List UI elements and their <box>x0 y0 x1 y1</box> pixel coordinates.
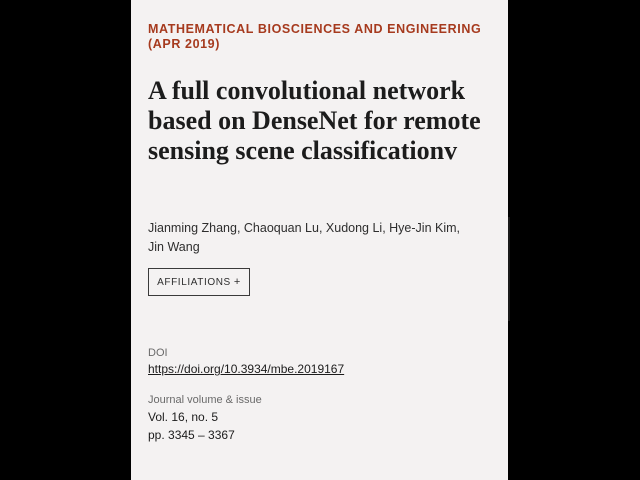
page-range: pp. 3345 – 3367 <box>148 428 235 442</box>
doi-label: DOI <box>148 347 168 359</box>
journal-name: MATHEMATICAL BIOSCIENCES AND ENGINEERING (APR 2019) <box>148 22 482 51</box>
plus-icon: + <box>233 276 241 288</box>
scrollbar-edge <box>508 217 510 321</box>
article-card <box>131 0 508 480</box>
article-title: A full convolutional network based on DenseNet for remote sensing scene classificationv <box>148 76 481 165</box>
doi-link[interactable]: https://doi.org/10.3934/mbe.2019167 <box>148 362 345 376</box>
volume-issue-value: Vol. 16, no. 5 <box>148 410 219 424</box>
volume-issue-label: Journal volume & issue <box>148 394 262 406</box>
author-list: Jianming Zhang, Chaoquan Lu, Xudong Li, Hye-Jin Kim, Jin Wang <box>148 221 460 254</box>
affiliations-button[interactable] <box>148 268 250 296</box>
affiliations-button-label: AFFILIATIONS <box>157 276 231 288</box>
